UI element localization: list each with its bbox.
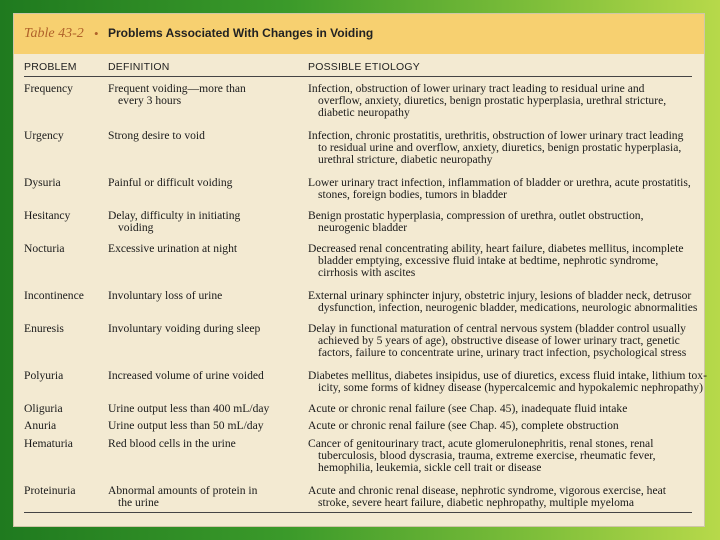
etiology-cell-line: Acute and chronic renal disease, nephrotic syndrome, vigorous exercise, heat [308, 484, 666, 497]
header-rule [24, 76, 692, 77]
title-bullet: • [94, 26, 99, 41]
problem-cell: Incontinence [24, 289, 84, 302]
etiology-cell-line: achieved by 5 years of age), obstructive disease of lower urinary tract, genetic [318, 334, 680, 347]
etiology-cell-line: External urinary sphincter injury, obstetric injury, lesions of bladder neck, detrusor [308, 289, 692, 302]
etiology-cell-line: neurogenic bladder [318, 221, 408, 234]
etiology-cell-line: Decreased renal concentrating ability, heart failure, diabetes mellitus, incomplete [308, 242, 684, 255]
definition-cell [108, 323, 308, 335]
definition-cell [108, 83, 308, 107]
etiology-cell [308, 83, 698, 119]
definition-cell-line: Excessive urination at night [108, 242, 238, 255]
problem-cell: Anuria [24, 419, 57, 432]
etiology-cell [308, 485, 698, 509]
definition-cell-line: Frequent voiding—more than [108, 82, 246, 95]
definition-cell [108, 438, 308, 450]
etiology-cell-line: diabetic neuropathy [318, 106, 410, 119]
definition-cell-line: Strong desire to void [108, 129, 205, 142]
problem-cell: Frequency [24, 82, 73, 95]
etiology-cell-line: stones, foreign bodies, tumors in bladder [318, 188, 508, 201]
etiology-cell [308, 323, 698, 359]
etiology-cell [308, 403, 698, 415]
etiology-cell-line: tuberculosis, blood dyscrasia, trauma, extreme exercise, rheumatic fever, [318, 449, 656, 462]
definition-cell-line: Urine output less than 50 mL/day [108, 419, 264, 432]
etiology-cell [308, 369, 707, 394]
table-title-bar [14, 14, 704, 54]
definition-cell-line: voiding [118, 221, 154, 234]
etiology-cell-line: Infection, chronic prostatitis, urethritis, obstruction of lower urinary tract leading [308, 129, 684, 142]
etiology-cell-line: Cancer of genitourinary tract, acute glomerulonephritis, renal stones, renal [308, 437, 654, 450]
etiology-cell-line: bladder emptying, excessive fluid intake at bedtime, nephrotic syndrome, [318, 254, 659, 267]
problem-cell: Enuresis [24, 322, 64, 335]
etiology-cell-line: factors, failure to concentrate urine, urinary tract infection, psychological stress [318, 346, 687, 359]
etiology-cell-line: to residual urine and overflow, anxiety, diuretics, benign prostatic hyperplasia, [318, 141, 682, 154]
etiology-cell-line: Acute or chronic renal failure (see Chap. 45), complete obstruction [308, 419, 619, 432]
table-title: Problems Associated With Changes in Voiding [108, 26, 374, 40]
definition-cell [108, 290, 308, 302]
problem-cell: Nocturia [24, 242, 65, 255]
etiology-cell [308, 130, 698, 166]
etiology-cell [308, 243, 698, 279]
problem-cell: Urgency [24, 129, 64, 142]
problem-cell: Dysuria [24, 176, 61, 189]
definition-cell-line: every 3 hours [118, 94, 182, 107]
definition-cell-line: Involuntary voiding during sleep [108, 322, 261, 335]
etiology-cell-line: dysfunction, infection, neurogenic bladder, medications, neurologic abnormalities [318, 301, 698, 314]
etiology-cell-line: icity, some forms of kidney disease (hypercalcemic and hypokalemic nephropathy) [318, 381, 703, 394]
etiology-cell-line: Acute or chronic renal failure (see Chap. 45), inadequate fluid intake [308, 402, 628, 415]
definition-cell-line: the urine [118, 496, 159, 509]
etiology-cell-line: urethral stricture, diabetic neuropathy [318, 153, 493, 166]
etiology-cell [308, 210, 698, 234]
definition-cell-line: Abnormal amounts of protein in [108, 484, 258, 497]
definition-cell-line: Involuntary loss of urine [108, 289, 223, 302]
definition-cell [108, 130, 308, 142]
definition-cell-line: Increased volume of urine voided [108, 369, 264, 382]
table-number: Table 43-2 [24, 26, 84, 41]
etiology-cell [308, 177, 698, 201]
problem-cell: Hesitancy [24, 209, 71, 222]
definition-cell [108, 370, 308, 382]
definition-cell [108, 485, 308, 509]
definition-cell-line: Painful or difficult voiding [108, 176, 233, 189]
problem-cell: Proteinuria [24, 484, 76, 497]
header-definition: DEFINITION [108, 61, 170, 73]
etiology-cell-line: Diabetes mellitus, diabetes insipidus, use of diuretics, excess fluid intake, lithium tox- [308, 369, 707, 382]
definition-cell-line: Delay, difficulty in initiating [108, 209, 241, 222]
definition-cell-line: Red blood cells in the urine [108, 437, 236, 450]
definition-cell-line: Urine output less than 400 mL/day [108, 402, 270, 415]
etiology-cell [308, 420, 698, 432]
etiology-cell-line: overflow, anxiety, diuretics, benign prostatic hyperplasia, urethral stricture, [318, 94, 667, 107]
header-problem: PROBLEM [24, 61, 77, 73]
problem-cell: Oliguria [24, 402, 63, 415]
etiology-cell-line: Lower urinary tract infection, inflammation of bladder or urethra, acute prostatitis, [308, 176, 691, 189]
etiology-cell [308, 290, 698, 314]
definition-cell [108, 210, 308, 234]
table-frame [14, 14, 707, 526]
bottom-rule [24, 512, 692, 513]
problem-cell: Polyuria [24, 369, 64, 382]
etiology-cell [308, 438, 698, 474]
etiology-cell-line: cirrhosis with ascites [318, 266, 416, 279]
etiology-cell-line: Benign prostatic hyperplasia, compression of urethra, outlet obstruction, [308, 209, 644, 222]
etiology-cell-line: Infection, obstruction of lower urinary tract leading to residual urine and [308, 82, 645, 95]
header-etiology: POSSIBLE ETIOLOGY [308, 61, 420, 73]
definition-cell [108, 243, 308, 255]
definition-cell [108, 177, 308, 189]
etiology-cell-line: Delay in functional maturation of central nervous system (bladder control usually [308, 322, 686, 335]
definition-cell [108, 403, 308, 415]
problem-cell: Hematuria [24, 437, 73, 450]
etiology-cell-line: hemophilia, leukemia, sickle cell trait or disease [318, 461, 542, 474]
definition-cell [108, 420, 308, 432]
etiology-cell-line: stroke, severe heart failure, diabetic nephropathy, multiple myeloma [318, 496, 635, 509]
